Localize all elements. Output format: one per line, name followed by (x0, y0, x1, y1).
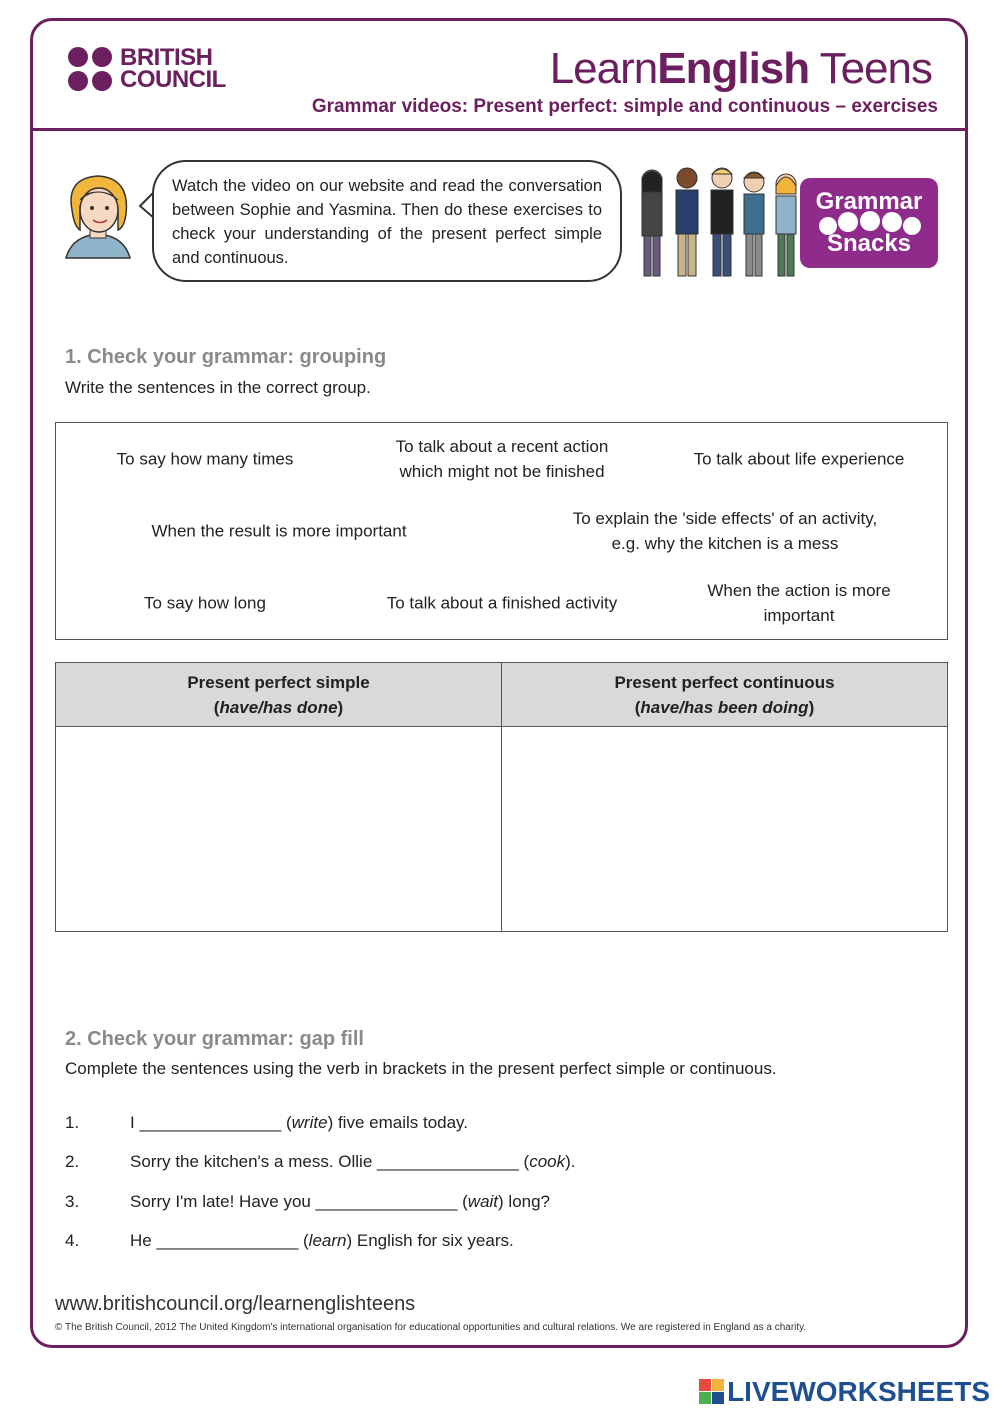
liveworksheets-watermark (699, 1376, 990, 1408)
logo-line-1: BRITISH (120, 44, 213, 71)
footer-url: www.britishcouncil.org/learnenglishteens (55, 1293, 416, 1315)
teen-characters-illustration-icon (632, 164, 812, 280)
brand-english: English (657, 44, 810, 93)
header-divider (30, 128, 968, 131)
section-2-instruction: Complete the sentences using the verb in brackets in the present perfect simple or continuous. (65, 1059, 777, 1078)
option-item[interactable]: When the action is more important (707, 581, 891, 625)
drop-zone-continuous[interactable] (502, 727, 947, 931)
drop-zone-simple[interactable] (56, 727, 502, 931)
brand-learn: Learn (549, 44, 658, 93)
brand-teens: Teens (809, 44, 932, 93)
british-council-logo (68, 44, 226, 93)
liveworksheets-logo-icon (699, 1379, 725, 1405)
sophie-avatar-icon (62, 170, 134, 260)
option-item[interactable]: To explain the 'side effects' of an activity, e.g. why the kitchen is a mess (572, 509, 878, 553)
option-item[interactable]: When the result is more important (151, 521, 407, 541)
grouping-table (55, 662, 948, 932)
worksheet-subtitle: Grammar videos: Present perfect: simple and continuous – exercises (311, 96, 938, 117)
badge-word-grammar: Grammar (815, 188, 923, 215)
gap-fill-item: 2. Sorry the kitchen's a mess. Ollie _______________ (cook). (65, 1152, 576, 1171)
footer-copyright: © The British Council, 2012 The United Kingdom's international organisation for educational opportunities and cultural relations. We are registered in England as a charity. (55, 1322, 807, 1333)
option-item[interactable]: To talk about a finished activity (386, 593, 618, 613)
gap-fill-item: 3. Sorry I'm late! Have you _______________ (wait) long? (65, 1192, 551, 1211)
badge-word-snacks: Snacks (826, 230, 912, 257)
section-2-title: 2. Check your grammar: gap fill (65, 1028, 364, 1050)
column-header-continuous: Present perfect continuous (have/has been doing) (502, 663, 947, 727)
section-1-instruction: Write the sentences in the correct group. (65, 378, 371, 397)
column-header-simple: Present perfect simple (have/has done) (56, 663, 502, 727)
grammar-snacks-badge (800, 178, 938, 268)
logo-line-2: COUNCIL (120, 66, 226, 93)
gap-fill-item: 1. I _______________ (write) five emails today. (65, 1113, 469, 1132)
logo-dots-icon (68, 47, 112, 91)
learnenglish-teens-brand (550, 44, 932, 94)
section-1-title: 1. Check your grammar: grouping (65, 346, 387, 368)
gap-fill-item: 4. He _______________ (learn) English for six years. (65, 1231, 514, 1250)
watermark-text: LIVEWORKSHEETS (727, 1376, 990, 1407)
sentence-options-box (55, 422, 948, 640)
option-item[interactable]: To talk about life experience (693, 449, 905, 469)
option-item[interactable]: To talk about a recent action which might not be finished (395, 437, 609, 481)
option-item[interactable]: To say how many times (116, 449, 294, 469)
intro-speech-bubble: Watch the video on our website and read the conversation between Sophie and Yasmina. Then do these exercises to check your understanding of the present perfect simple and continuous. (152, 160, 622, 282)
option-item[interactable]: To say how long (144, 593, 266, 613)
